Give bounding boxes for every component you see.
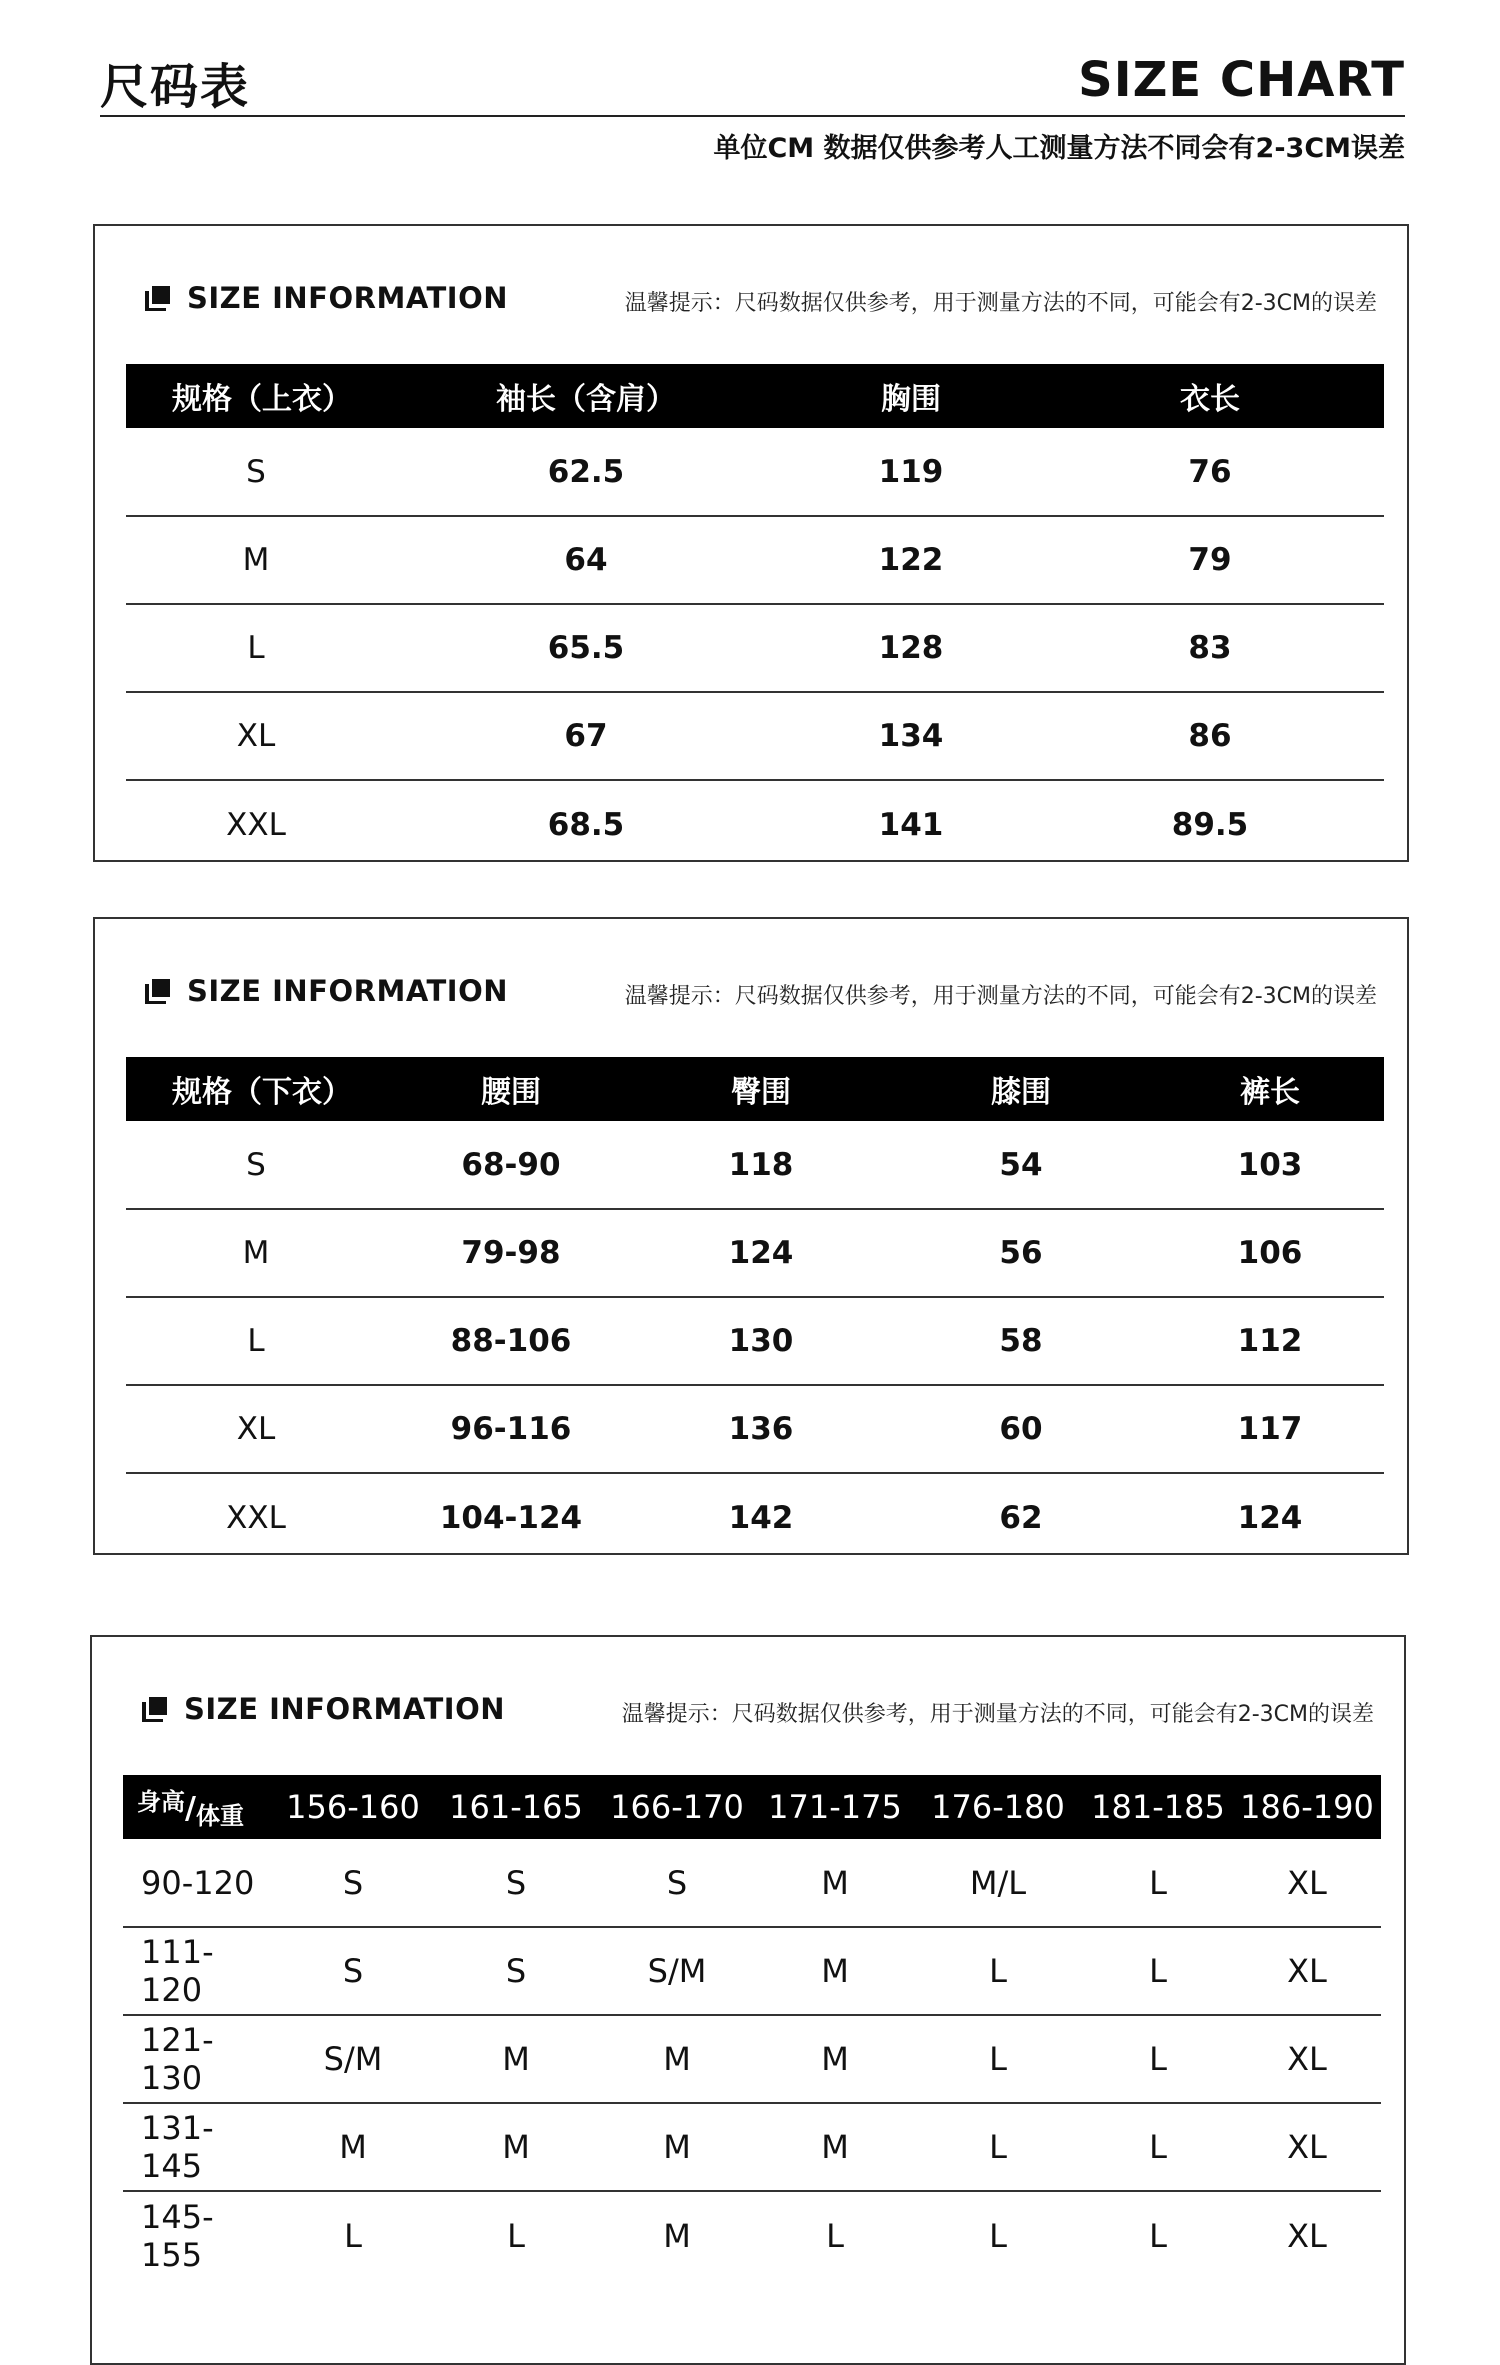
size-cell: L [989,2216,1007,2255]
weight-cell: 145-155 [141,2197,214,2274]
value-cell: 79-98 [386,1209,636,1297]
value-cell: 88-106 [386,1297,636,1385]
size-cell: M/L [913,1839,1083,1927]
height-weight-corner [123,1775,271,1839]
size-cell: L [126,604,386,692]
value-cell: 79 [1036,516,1384,604]
size-information-label: SIZE INFORMATION [187,281,509,315]
col-header: 衣长 [1036,364,1384,428]
size-cell: S [435,1927,597,2015]
table-header-row [126,364,1384,428]
size-cell: L [913,1927,1083,2015]
size-cell: L [913,2103,1083,2191]
value-cell: 142 [728,1499,794,1536]
size-cell: M [435,2015,597,2103]
size-cell: M [757,1927,913,2015]
value-cell: 106 [1156,1209,1384,1297]
value-cell: 56 [886,1209,1156,1297]
title-divider [100,115,1405,117]
page-title-cn: 尺码表 [100,59,251,115]
table-row [126,1385,1384,1473]
table-row [126,1297,1384,1385]
size-cell: XL [126,692,386,780]
size-cell: M [663,2216,691,2255]
size-cell: S [126,428,386,516]
table-header-row [126,1057,1384,1121]
height-label: 身高 [137,1788,185,1816]
value-cell: 124 [636,1209,886,1297]
measurement-note: 温馨提示：尺码数据仅供参考，用于测量方法的不同，可能会有2-3CM的误差 [624,984,1377,1009]
col-header: 胸围 [786,364,1036,428]
top-size-table [126,364,1384,868]
size-cell: XL [1233,1839,1381,1927]
size-cell: S/M [271,2015,435,2103]
size-cell: L [1083,1839,1233,1927]
weight-label: 体重 [195,1802,244,1830]
size-cell: XXL [226,806,286,843]
table-row [126,604,1384,692]
value-cell: 122 [786,516,1036,604]
copy-icon [145,285,171,311]
table-row [123,1927,1381,2015]
table-row [126,1209,1384,1297]
height-weight-table [123,1775,1381,2279]
size-cell: XL [1233,2103,1381,2191]
value-cell: 76 [1036,428,1384,516]
slash-label: / [185,1791,196,1826]
size-cell: L [913,2015,1083,2103]
measurement-note: 温馨提示：尺码数据仅供参考，用于测量方法的不同，可能会有2-3CM的误差 [624,291,1377,316]
weight-cell: 90-120 [123,1839,271,1927]
size-cell: M [597,2103,757,2191]
value-cell: 117 [1156,1385,1384,1473]
value-cell: 134 [786,692,1036,780]
col-header: 腰围 [386,1057,636,1121]
height-col-header: 161-165 [435,1775,597,1839]
weight-cell: 121-130 [123,2015,271,2103]
panel-header [145,280,1377,320]
table-row [123,2103,1381,2191]
value-cell: 58 [886,1297,1156,1385]
value-cell: 112 [1156,1297,1384,1385]
size-cell: M [126,516,386,604]
size-cell: S [126,1121,386,1209]
table-row [123,2015,1381,2103]
col-header: 规格（下衣） [126,1057,386,1121]
value-cell: 89.5 [1171,806,1249,843]
value-cell: 136 [636,1385,886,1473]
value-cell: 103 [1156,1121,1384,1209]
col-header: 裤长 [1156,1057,1384,1121]
size-cell: M [757,2015,913,2103]
size-cell: L [1149,2216,1167,2255]
unit-note: 单位CM 数据仅供参考人工测量方法不同会有2-3CM误差 [713,133,1405,164]
col-header: 袖长（含肩） [386,364,786,428]
value-cell: 141 [878,806,944,843]
size-cell: S [597,1839,757,1927]
height-weight-panel [90,1635,1406,2365]
size-cell: M [757,1839,913,1927]
size-cell: S [271,1927,435,2015]
size-cell: XL [126,1385,386,1473]
value-cell: 54 [886,1121,1156,1209]
panel-header [142,1691,1374,1731]
size-cell: L [1083,2015,1233,2103]
top-size-panel [93,224,1409,862]
table-row [126,1473,1384,1561]
bottom-size-table [126,1057,1384,1561]
value-cell: 68.5 [547,806,625,843]
table-row [123,2191,1381,2279]
size-cell: S [435,1839,597,1927]
table-row [123,1839,1381,1927]
size-cell: M [271,2103,435,2191]
size-cell: XL [1287,2216,1327,2255]
measurement-note: 温馨提示：尺码数据仅供参考，用于测量方法的不同，可能会有2-3CM的误差 [621,1702,1374,1727]
height-col-header: 156-160 [271,1775,435,1839]
size-cell: S [271,1839,435,1927]
col-header: 规格（上衣） [126,364,386,428]
value-cell: 64 [386,516,786,604]
value-cell: 68-90 [386,1121,636,1209]
size-cell: M [757,2103,913,2191]
size-cell: S/M [597,1927,757,2015]
size-cell: M [435,2103,597,2191]
size-cell: L [1083,2103,1233,2191]
size-cell: L [344,2216,362,2255]
size-cell: M [126,1209,386,1297]
value-cell: 62.5 [386,428,786,516]
weight-cell: 111-120 [123,1927,271,2015]
table-row [126,780,1384,868]
value-cell: 86 [1036,692,1384,780]
table-row [126,428,1384,516]
panel-header [145,973,1377,1013]
height-col-header: 166-170 [597,1775,757,1839]
size-cell: L [126,1297,386,1385]
table-row [126,692,1384,780]
copy-icon [142,1696,168,1722]
size-cell: M [597,2015,757,2103]
size-cell: L [826,2216,844,2255]
table-row [126,516,1384,604]
table-row [126,1121,1384,1209]
value-cell: 65.5 [386,604,786,692]
size-cell: XXL [226,1499,286,1536]
value-cell: 119 [786,428,1036,516]
value-cell: 130 [636,1297,886,1385]
size-cell: XL [1233,2015,1381,2103]
page-title-en: SIZE CHART [1078,52,1405,108]
value-cell: 83 [1036,604,1384,692]
value-cell: 62 [999,1499,1043,1536]
height-col-header: 176-180 [913,1775,1083,1839]
size-cell: L [1083,1927,1233,2015]
value-cell: 60 [886,1385,1156,1473]
height-col-header: 181-185 [1083,1775,1233,1839]
value-cell: 96-116 [386,1385,636,1473]
value-cell: 124 [1237,1499,1303,1536]
size-cell: L [507,2216,525,2255]
value-cell: 128 [786,604,1036,692]
height-col-header: 171-175 [757,1775,913,1839]
size-cell: XL [1233,1927,1381,2015]
value-cell: 118 [636,1121,886,1209]
weight-cell: 131-145 [123,2103,271,2191]
value-cell: 104-124 [439,1499,583,1536]
value-cell: 67 [386,692,786,780]
copy-icon [145,978,171,1004]
bottom-size-panel [93,917,1409,1555]
size-information-label: SIZE INFORMATION [184,1692,506,1726]
height-col-header: 186-190 [1233,1775,1381,1839]
col-header: 臀围 [636,1057,886,1121]
col-header: 膝围 [886,1057,1156,1121]
size-information-label: SIZE INFORMATION [187,974,509,1008]
table-header-row [123,1775,1381,1839]
